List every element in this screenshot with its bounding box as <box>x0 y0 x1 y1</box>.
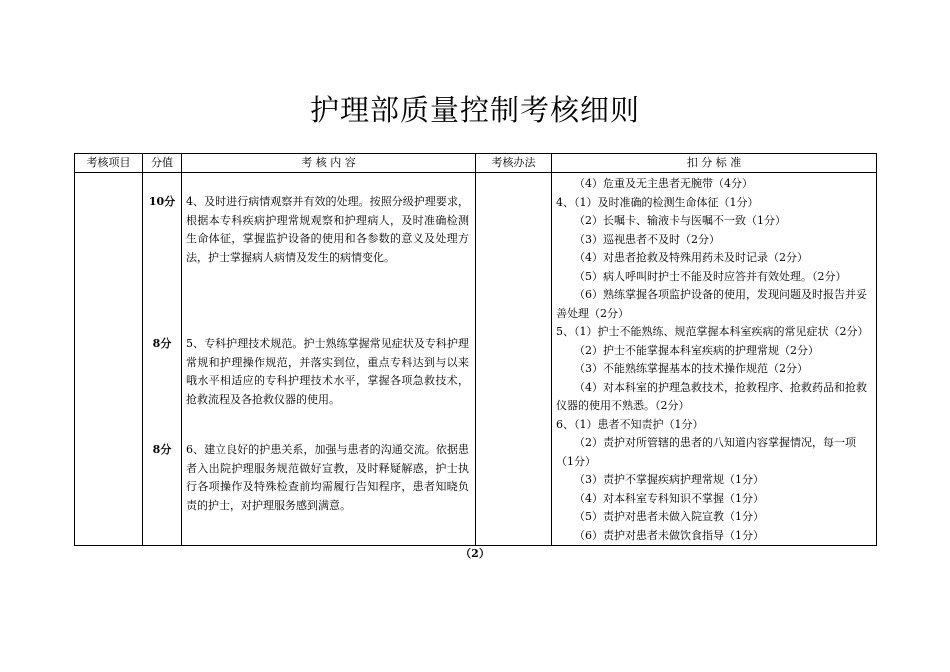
deduction-line: 5、（1）护士不能熟练、规范掌握本科室疾病的常见症状（2分） <box>556 325 869 338</box>
deduction-line: 6、（1）患者不知责护（1分） <box>556 417 704 431</box>
deduction-line: （5）病人呼叫时护士不能及时应答并有效处理。（2分） <box>574 269 847 283</box>
deduction-line: （5）责护对患者未做入院宣教（1分） <box>574 510 764 523</box>
content-text: 6、建立良好的护患关系，加强与患者的沟通交流。依据患者入出院护理服务规范做好宣教，及时释疑解惑，护士执行各项操作及特殊检查前均需履行告知程序，患者知晓负责的护士，对护理服务感到满意。 <box>186 443 469 512</box>
deduction-line: （2）长嘱卡、输液卡与医嘱不一致（1分） <box>574 214 786 227</box>
score-value: 8分 <box>152 337 172 350</box>
deduction-line: （3）不能熟练掌握基本的技术操作规范（2分） <box>574 362 808 375</box>
deduction-line: （3）巡视患者不及时（2分） <box>574 232 720 246</box>
deduction-line: （4）对本科室专科知识不掌握（1分） <box>574 491 764 505</box>
header-method: 考核办法 <box>476 154 552 173</box>
score-cell <box>143 173 182 546</box>
table-header-row <box>75 154 877 173</box>
deduction-line: （2）护士不能掌握本科室疾病的护理常规（2分） <box>574 343 819 357</box>
deduction-line: （6）责护对患者未做饮食指导（1分） <box>574 528 764 542</box>
deduction-line: 4、（1）及时准确的检测生命体征（1分） <box>556 195 759 209</box>
score-value: 8分 <box>152 443 172 456</box>
deduction-line: （4）对患者抢救及特殊用药未及时记录（2分） <box>574 251 808 264</box>
header-item: 考核项目 <box>75 154 143 173</box>
score-value: 10分 <box>148 195 176 208</box>
deduction-line: （4）危重及无主患者无腕带（4分） <box>574 177 753 190</box>
deduction-cell <box>552 173 877 546</box>
header-deduction: 扣 分 标 准 <box>552 154 877 173</box>
deduction-line: （3）责护不掌握疾病护理常规（1分） <box>574 473 764 486</box>
deduction-list <box>552 175 876 545</box>
content-text: 5、专科护理技术规范。护士熟练掌握常见症状及专科护理常规和护理操作规范，并落实到位，重点专科达到与以来哦水平相适应的专科护理技术水平，掌握各项急救技术，抢救流程及各抢救仪器的使用。 <box>186 337 469 406</box>
deduction-line: （2）责护对所管辖的患者的八知道内容掌握情况，每一项（1分） <box>556 436 856 468</box>
header-score: 分值 <box>143 154 182 173</box>
table-row <box>75 173 877 546</box>
item-cell <box>75 173 143 546</box>
page-number: （2） <box>460 547 490 560</box>
deduction-line: （4）对本科室的护理急救技术，抢救程序、抢救药品和抢救仪器的使用不熟悉。（2分） <box>556 380 867 412</box>
header-content: 考 核 内 容 <box>182 154 476 173</box>
method-cell <box>476 173 552 546</box>
content-text: 4、及时进行病情观察并有效的处理。按照分级护理要求，根据本专科疾病护理常规观察和护理病人，及时准确检测生命体征，掌握监护设备的使用和各参数的意义及处理方法，护士掌握病人病情及发生的病情变化。 <box>186 195 469 264</box>
document-title: 护理部质量控制考核细则 <box>309 93 640 127</box>
content-cell <box>182 173 476 546</box>
assessment-table <box>74 153 877 546</box>
deduction-line: （6）熟练掌握各项监护设备的使用，发现问题及时报告并妥善处理（2分） <box>556 288 867 320</box>
